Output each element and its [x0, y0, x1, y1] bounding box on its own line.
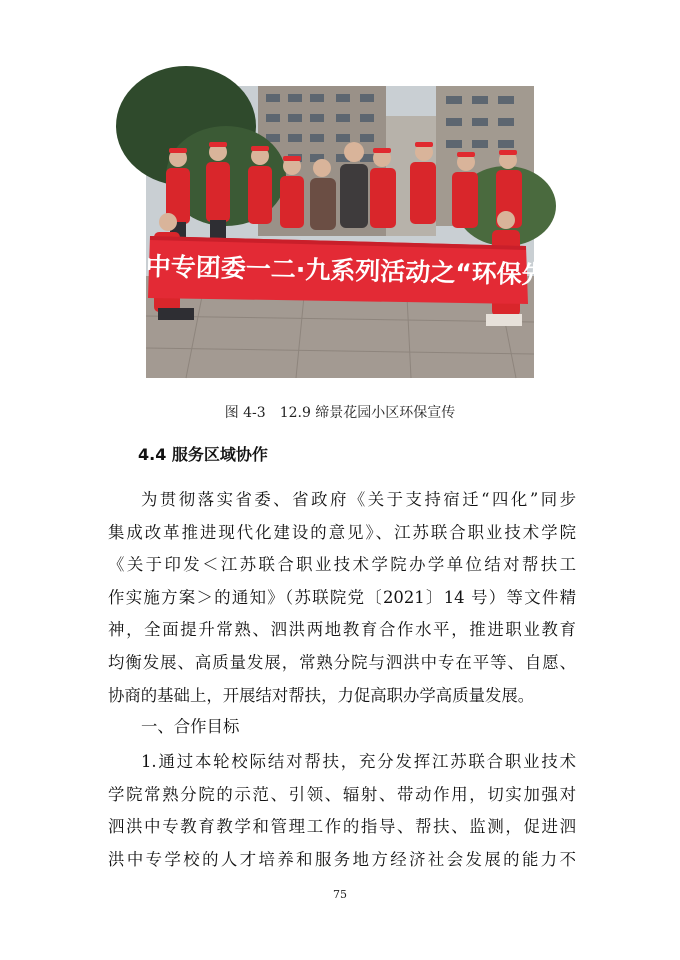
paragraph-line: 协商的基础上，开展结对帮扶，力促高职办学高质量发展。 [108, 685, 535, 705]
group-photo [95, 86, 589, 378]
paragraph-goal-one [108, 746, 576, 876]
paragraph-line: 集成改革推进现代化建设的意见》、江苏联合职业技术学院 [108, 522, 576, 542]
section-heading: 4.4 服务区域协作 [138, 445, 268, 464]
paragraph-line: 均衡发展、高质量发展，常熟分院与泗洪中专在平等、自愿、 [108, 652, 576, 672]
banner-slogan: 泗洪中专团委一二·九系列活动之“环保先锋” [95, 250, 589, 291]
figure-caption-number: 图 4-3 [224, 405, 266, 421]
paragraph-line: 作实施方案＞的通知》（苏联院党〔2021〕14 号）等文件精 [108, 587, 576, 607]
photo-illustration [95, 86, 589, 378]
page-number: 75 [333, 888, 347, 901]
subheading-cooperation-goals: 一、合作目标 [141, 717, 240, 736]
paragraph-line: 《关于印发＜江苏联合职业技术学院办学单位结对帮扶工 [108, 555, 576, 575]
paragraph-line: 神，全面提升常熟、泗洪两地教育合作水平，推进职业教育 [108, 620, 576, 640]
paragraph-line: 洪中专学校的人才培养和服务地方经济社会发展的能力不 [108, 849, 576, 869]
paragraph-line: 学院常熟分院的示范、引领、辐射、带动作用，切实加强对 [108, 784, 576, 804]
figure-caption-text: 12.9 缔景花园小区环保宣传 [279, 405, 456, 421]
paragraph-cooperation-background [108, 484, 576, 712]
paragraph-line: 泗洪中专教育教学和管理工作的指导、帮扶、监测，促进泗 [108, 817, 576, 837]
figure-caption [0, 402, 680, 422]
paragraph-line: 为贯彻落实省委、省政府《关于支持宿迁“四化”同步 [141, 490, 576, 509]
paragraph-line: 1.通过本轮校际结对帮扶，充分发挥江苏联合职业技术 [141, 752, 576, 771]
